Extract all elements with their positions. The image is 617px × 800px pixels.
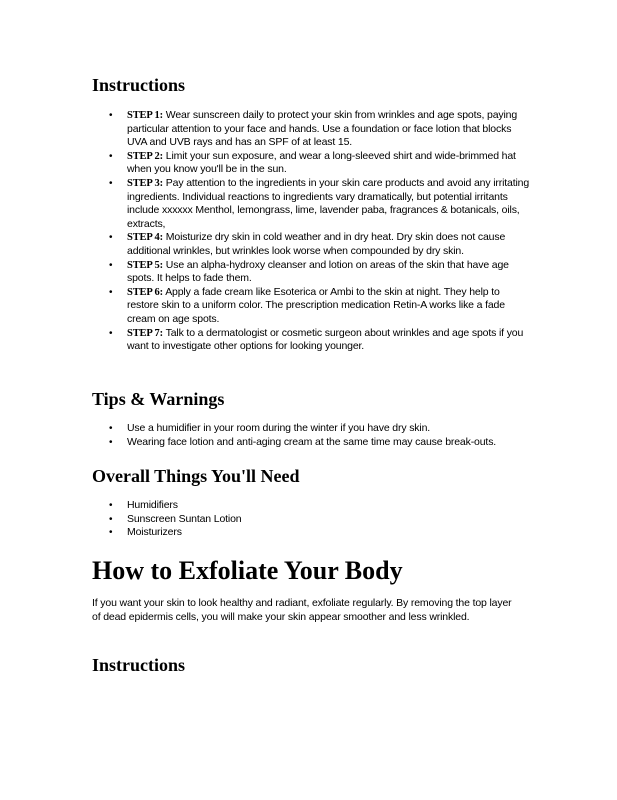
instructions-heading-2: Instructions (92, 655, 186, 675)
step-text: Moisturize dry skin in cold weather and in dry heat. Dry skin does not cause additional wrinkles, but wrinkles look worse when compounded by dry skin. (127, 231, 506, 257)
step-label: STEP 5: (127, 259, 164, 271)
list-item (92, 327, 532, 354)
step-label: STEP 1: (127, 110, 164, 121)
list-item: • Use a humidifier in your room during the winter if you have dry skin. (92, 422, 532, 436)
needs-heading: Overall Things You'll Need (92, 466, 300, 486)
article-intro: If you want your skin to look healthy and radiant, exfoliate regularly. By removing the top layer of dead epidermis cells, you will make your skin appear smoother and less wrinkled. (92, 597, 512, 623)
list-item: • Moisturizers (92, 526, 532, 540)
step-text: Talk to a dermatologist or cosmetic surgeon about wrinkles and age spots if you want to investigate other options for looking younger. (127, 326, 524, 353)
list-item (92, 109, 532, 150)
step-label: STEP 6: (127, 286, 164, 298)
list-item (92, 177, 532, 231)
step-text: Wear sunscreen daily to protect your skin from wrinkles and age spots, paying particular attention to your face and hands. Use a foundation or face lotion that blocks UVA and UVB rays and has an SPF of at least 15. (127, 109, 518, 149)
tips-list (92, 422, 532, 449)
list-item (92, 286, 532, 327)
step-text: Limit your sun exposure, and wear a long-sleeved shirt and wide-brimmed hat when you know you'll be in the sun. (127, 149, 516, 176)
step-text: Apply a fade cream like Esoterica or Ambi to the skin at night. They help to restore skin to a uniform color. The prescription medication Retin-A works like a fade cream on age spots. (127, 285, 505, 325)
list-item (92, 259, 532, 286)
step-label: STEP 7: (127, 327, 164, 339)
tips-heading: Tips & Warnings (92, 389, 225, 409)
step-label: STEP 2: (127, 150, 164, 162)
list-item (92, 231, 532, 258)
step-text: Use an alpha-hydroxy cleanser and lotion on areas of the skin that have age spots. It helps to fade them. (127, 258, 509, 285)
step-text: Pay attention to the ingredients in your skin care products and avoid any irritating ingredients. Individual reactions to ingredients vary dramatically, but potential irritants include xxxxxx Menthol, lemongrass, lime, lavender paba, fragrances & botanicals, oils, extracts, (127, 176, 530, 230)
step-label: STEP 4: (127, 232, 164, 244)
step-label: STEP 3: (127, 177, 164, 189)
list-item (92, 150, 532, 177)
steps-list (92, 109, 532, 354)
list-item: • Sunscreen Suntan Lotion (92, 513, 532, 527)
instructions-heading: Instructions (92, 75, 186, 95)
article-title: How to Exfoliate Your Body (92, 556, 403, 585)
needs-list (92, 499, 532, 540)
list-item: • Humidifiers (92, 499, 532, 513)
list-item: • Wearing face lotion and anti-aging cream at the same time may cause break-outs. (92, 436, 532, 450)
